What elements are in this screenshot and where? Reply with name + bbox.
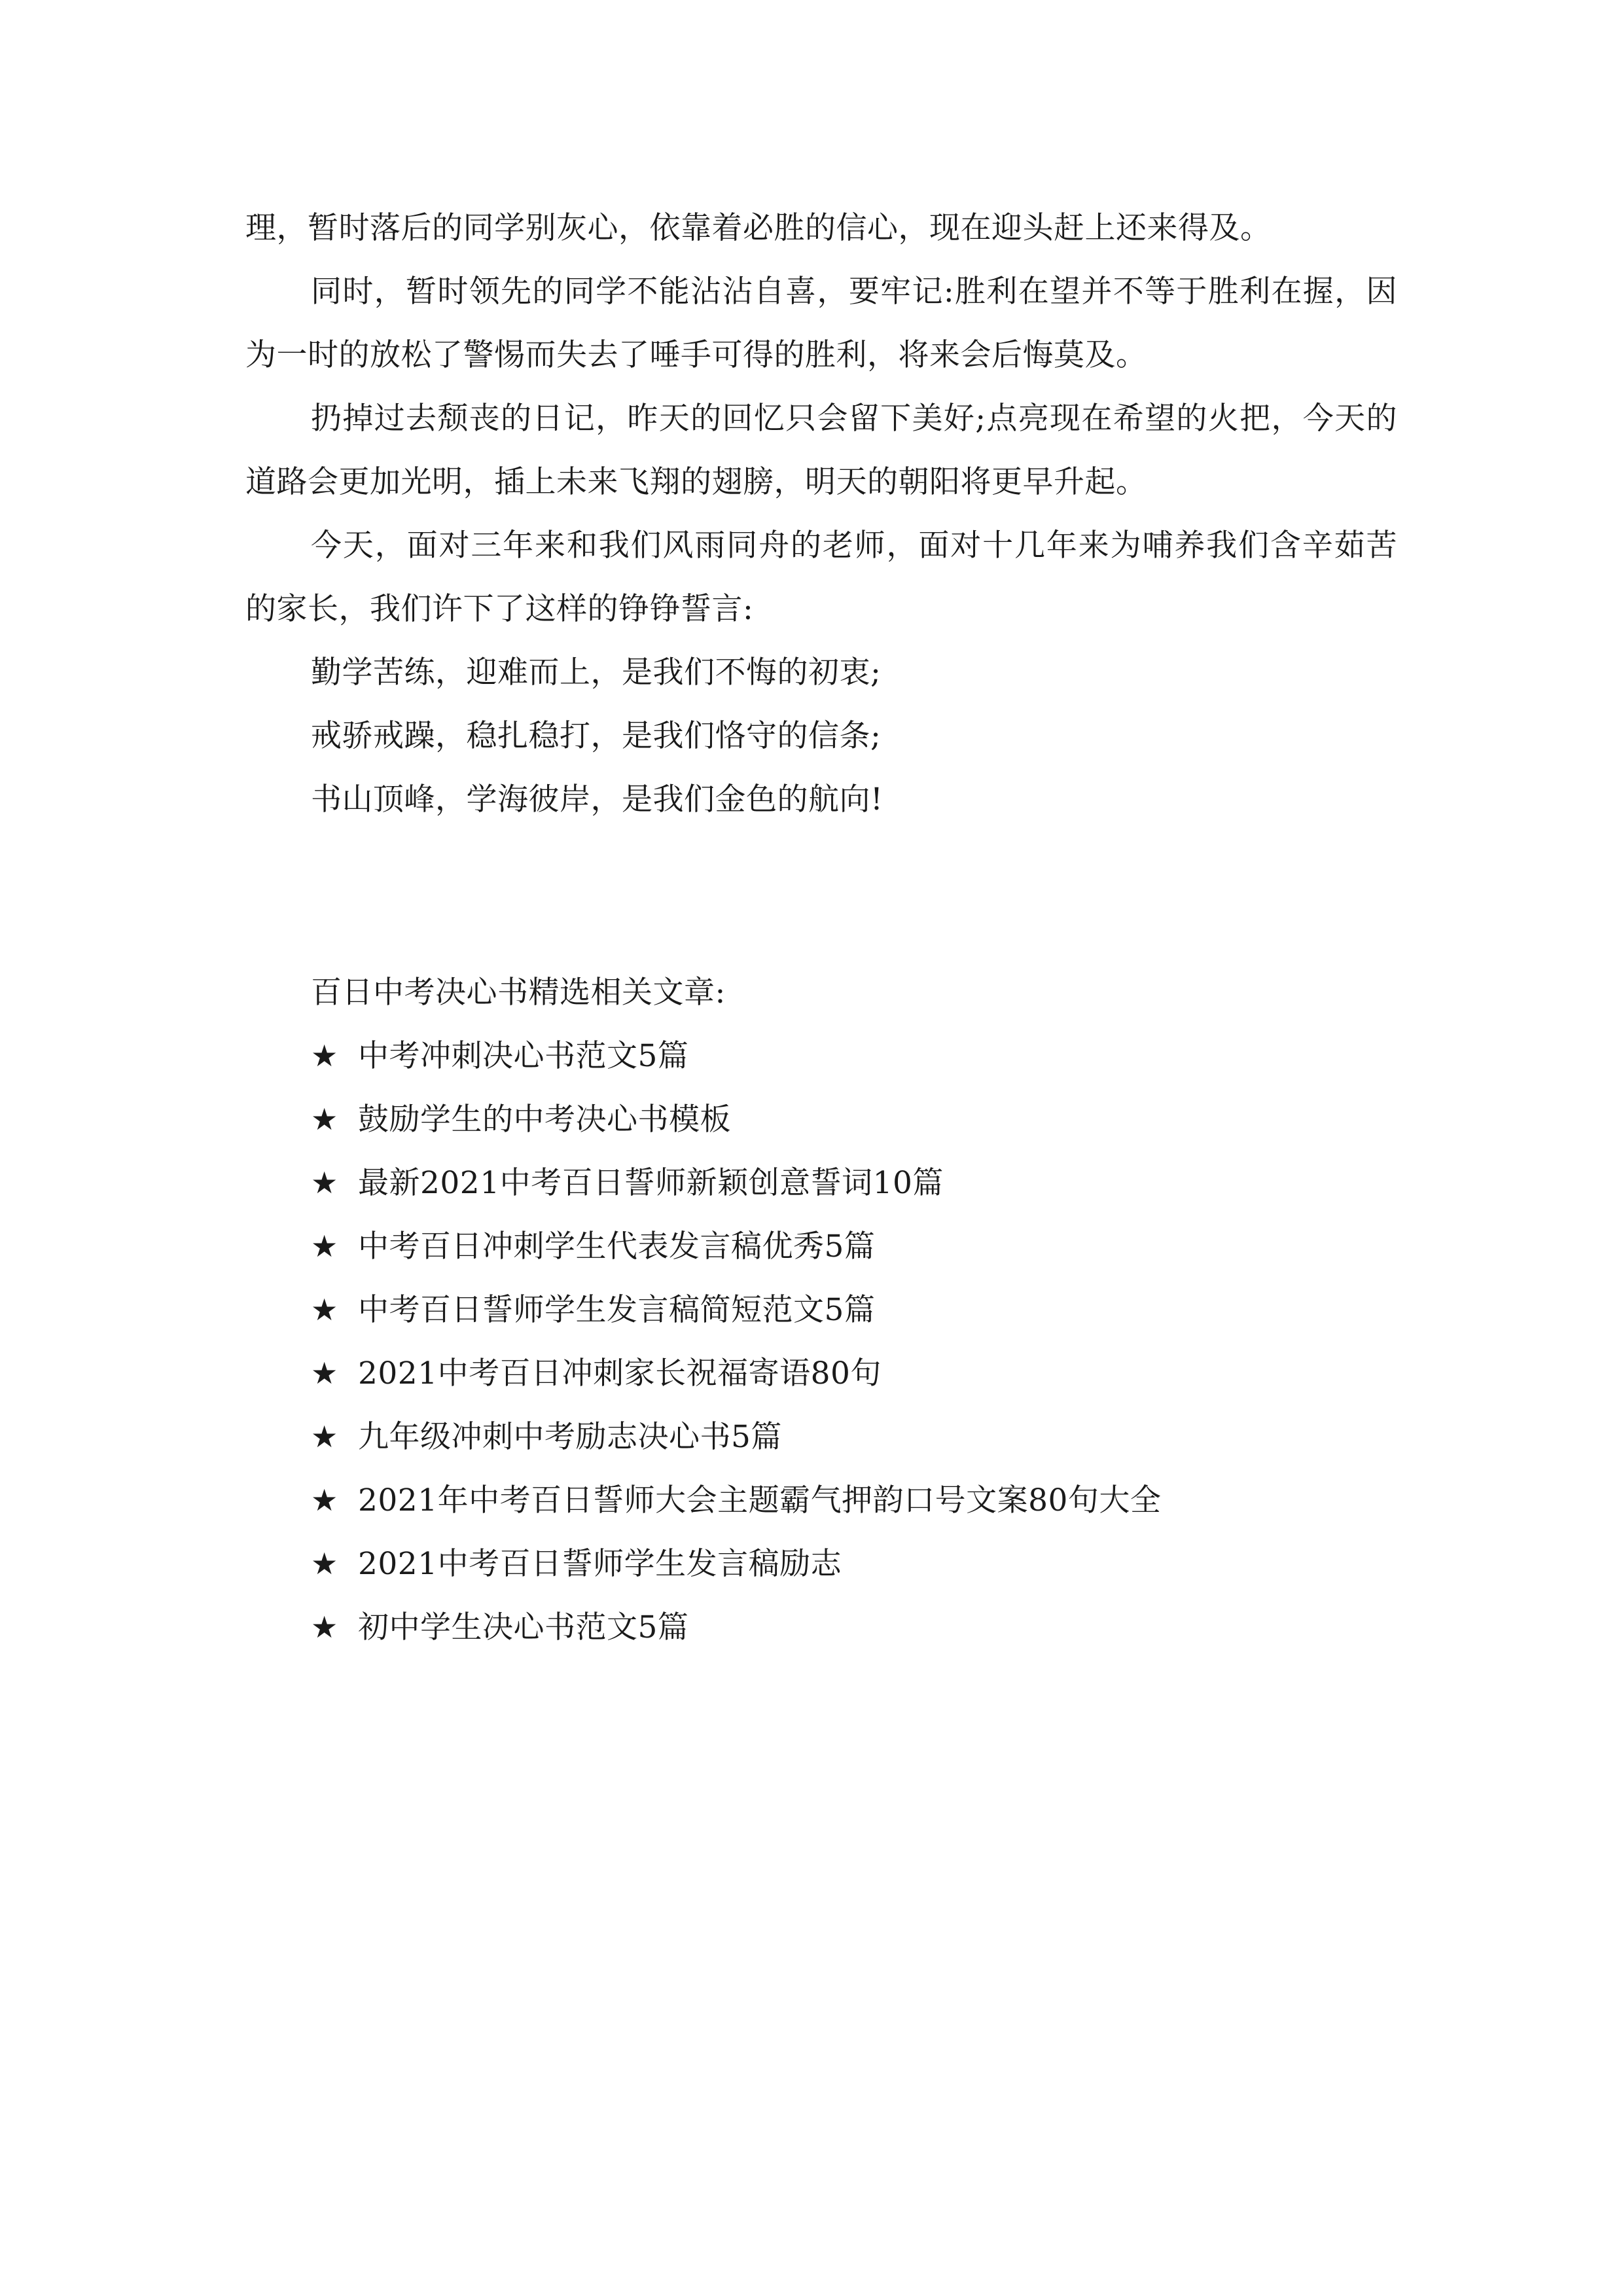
related-article-link[interactable]: 2021年中考百日誓师大会主题霸气押韵口号文案80句大全 — [358, 1482, 1162, 1518]
related-article-item[interactable] — [311, 1405, 1423, 1469]
related-article-link[interactable]: 中考百日誓师学生发言稿简短范文5篇 — [358, 1292, 876, 1328]
related-article-item[interactable] — [311, 1596, 1423, 1659]
related-article-link[interactable]: 中考百日冲刺学生代表发言稿优秀5篇 — [358, 1229, 876, 1265]
related-articles-list — [311, 1024, 1423, 1659]
related-article-item[interactable] — [311, 1024, 1423, 1088]
star-icon: ★ — [311, 1355, 338, 1391]
related-articles — [311, 961, 1423, 1659]
star-icon: ★ — [311, 1419, 338, 1454]
related-article-link[interactable]: 2021中考百日冲刺家长祝福寄语80句 — [358, 1355, 882, 1391]
paragraph-oath-intro: 今天，面对三年来和我们风雨同舟的老师，面对十几年来为哺养我们含辛茹苦的家长，我们许下了这样的铮铮誓言: — [245, 528, 1397, 627]
star-icon: ★ — [311, 1165, 338, 1200]
paragraph-reminder: 同时，暂时领先的同学不能沾沾自喜，要牢记:胜利在望并不等于胜利在握，因为一时的放松了警惕而失去了唾手可得的胜利，将来会后悔莫及。 — [245, 274, 1397, 373]
related-article-item[interactable] — [311, 1469, 1423, 1532]
related-article-link[interactable]: 初中学生决心书范文5篇 — [358, 1609, 689, 1645]
oath-line-1: 勤学苦练，迎难而上，是我们不悔的初衷; — [311, 655, 882, 691]
related-article-link[interactable]: 中考冲刺决心书范文5篇 — [358, 1038, 689, 1074]
related-article-item[interactable] — [311, 1151, 1423, 1215]
star-icon: ★ — [311, 1482, 338, 1518]
related-article-link[interactable]: 2021中考百日誓师学生发言稿励志 — [358, 1546, 842, 1582]
paragraph-continuation: 理，暂时落后的同学别灰心，依靠着必胜的信心，现在迎头赶上还来得及。 — [245, 210, 1272, 246]
related-article-link[interactable]: 鼓励学生的中考决心书模板 — [358, 1102, 731, 1138]
oath-line-2: 戒骄戒躁，稳扎稳打，是我们恪守的信条; — [311, 718, 882, 754]
star-icon: ★ — [311, 1038, 338, 1073]
related-article-item[interactable] — [311, 1532, 1423, 1596]
related-articles-title: 百日中考决心书精选相关文章: — [311, 975, 726, 1011]
star-icon: ★ — [311, 1102, 338, 1137]
related-article-item[interactable] — [311, 1215, 1423, 1278]
related-article-link[interactable]: 最新2021中考百日誓师新颖创意誓词10篇 — [358, 1165, 944, 1201]
star-icon: ★ — [311, 1546, 338, 1581]
related-article-item[interactable] — [311, 1088, 1423, 1151]
related-article-item[interactable] — [311, 1278, 1423, 1342]
star-icon: ★ — [311, 1292, 338, 1327]
related-article-item[interactable] — [311, 1342, 1423, 1405]
star-icon: ★ — [311, 1229, 338, 1264]
paragraph-hope: 扔掉过去颓丧的日记，昨天的回忆只会留下美好;点亮现在希望的火把，今天的道路会更加光明，插上未来飞翔的翅膀，明天的朝阳将更早升起。 — [245, 401, 1397, 500]
related-article-link[interactable]: 九年级冲刺中考励志决心书5篇 — [358, 1419, 782, 1455]
oath-line-3: 书山顶峰，学海彼岸，是我们金色的航向! — [311, 781, 883, 817]
star-icon: ★ — [311, 1609, 338, 1645]
article-body — [245, 196, 1397, 831]
